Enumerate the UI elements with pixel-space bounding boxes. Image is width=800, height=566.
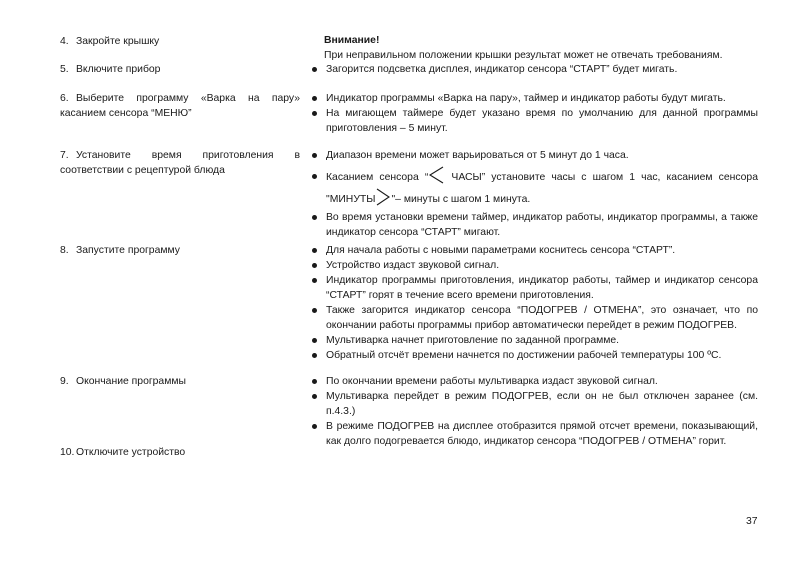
step-5-bullets: [312, 62, 758, 77]
bullet-text: Устройство издаст звуковой сигнал.: [326, 260, 500, 271]
bullet-dot: [312, 379, 317, 384]
bullet-text: По окончании времени работы мультиварка издаст звуковой сигнал.: [326, 376, 658, 387]
step-8: [60, 243, 300, 258]
bullet-dot: [312, 263, 317, 268]
bullet-dot: [312, 424, 317, 429]
bullet-text: Диапазон времени может варьироваться от 5 минут до 1 часа.: [326, 150, 629, 161]
step-number: 9.: [60, 376, 69, 387]
bullet-item: [312, 62, 758, 77]
bullet-item: [312, 419, 758, 449]
bullet-item: [312, 389, 758, 419]
bullet-item: [312, 91, 758, 106]
warning-text: При неправильном положении крышки результат может не отвечать требованиям.: [324, 50, 723, 61]
step-number: 7.: [60, 150, 69, 161]
bullet-text: На мигающем таймере будет указано время по умолчанию для данной программы приготовления – 5 минут.: [326, 108, 758, 134]
warning-block: [312, 33, 758, 63]
bullet-item: [312, 273, 758, 303]
step-text: Включите прибор: [76, 64, 161, 75]
bullet-dot: [312, 96, 317, 101]
step-9: [60, 374, 300, 389]
bullet-text: "– минуты с шагом 1 минута.: [391, 194, 531, 205]
bullet-text: В режиме ПОДОГРЕВ на дисплее отобразится прямой отсчет времени, показывающий, как долго подогревается блюдо, индикатор сенсора “ПОДОГРЕВ / ОТМЕНА” горит.: [326, 421, 758, 447]
step-10: [60, 445, 300, 460]
step-7-bullets: [312, 148, 758, 240]
bullet-dot: [312, 153, 317, 158]
bullet-item: [312, 333, 758, 348]
bullet-text: Во время установки времени таймер, индикатор работы, индикатор программы, а также индикатор сенсора “СТАРТ” мигают.: [326, 212, 758, 238]
step-6-bullets: [312, 91, 758, 136]
step-text: Установите время приготовления в соответствии с рецептурой блюда: [60, 150, 300, 176]
step-8-bullets: [312, 243, 758, 363]
step-text: Запустите программу: [76, 245, 180, 256]
step-text: Отключите устройство: [76, 447, 186, 458]
bullet-item: [312, 258, 758, 273]
bullet-dot: [312, 338, 317, 343]
step-number: 10.: [60, 447, 75, 458]
step-number: 5.: [60, 64, 69, 75]
step-text: Выберите программу «Варка на пару» касанием сенсора “МЕНЮ”: [60, 93, 300, 119]
bullet-item: [312, 106, 758, 136]
bullet-text: Обратный отсчёт времени начнется по достижении рабочей температуры 100 ºС.: [326, 350, 722, 361]
bullet-text: ЧАСЫ” установите часы с шагом 1 час, касанием сенсора: [445, 172, 758, 183]
bullet-text: Мультиварка перейдет в режим ПОДОГРЕВ, если он не был отключен заранее (см. п.4.3.): [326, 391, 758, 417]
bullet-dot: [312, 278, 317, 283]
bullet-item: [312, 348, 758, 363]
bullet-item: [312, 148, 758, 163]
bullet-item: [312, 243, 758, 258]
step-9-bullets: [312, 374, 758, 449]
bullet-item: [312, 210, 758, 240]
step-5: [60, 62, 300, 77]
bullet-dot: [312, 394, 317, 399]
bullet-dot: [312, 308, 317, 313]
bullet-dot: [312, 248, 317, 253]
bullet-dot: [312, 67, 317, 72]
triangle-left-icon: [428, 166, 445, 184]
bullet-text: Загорится подсветка дисплея, индикатор сенсора “СТАРТ” будет мигать.: [326, 64, 678, 75]
bullet-text: Индикатор программы «Варка на пару», таймер и индикатор работы будут мигать.: [326, 93, 726, 104]
page-number: 37: [746, 516, 758, 527]
bullet-text: Индикатор программы приготовления, индикатор работы, таймер и индикатор сенсора “СТАРТ” горят в течение всего времени приготовления.: [326, 275, 758, 301]
step-number: 6.: [60, 93, 69, 104]
bullet-dot: [312, 215, 317, 220]
bullet-dot: [312, 353, 317, 358]
step-6: [60, 91, 300, 121]
step-text: Закройте крышку: [76, 36, 160, 47]
bullet-item: [312, 166, 758, 210]
step-4: [60, 34, 300, 49]
triangle-right-icon: [375, 188, 391, 206]
bullet-text: Также загорится индикатор сенсора “ПОДОГРЕВ / ОТМЕНА”, это означает, что по окончании работы программы прибор автоматически перейдет в режим ПОДОГРЕВ.: [326, 305, 758, 331]
bullet-text: Мультиварка начнет приготовление по заданной программе.: [326, 335, 620, 346]
bullet-text: Касанием сенсора “: [326, 172, 429, 183]
step-number: 8.: [60, 245, 69, 256]
bullet-text: "МИНУТЫ: [326, 194, 376, 205]
step-text: Окончание программы: [76, 376, 186, 387]
step-7: [60, 148, 300, 178]
bullet-dot: [312, 174, 317, 179]
bullet-dot: [312, 111, 317, 116]
bullet-item: [312, 303, 758, 333]
bullet-text: Для начала работы с новыми параметрами коснитесь сенсора “СТАРТ”.: [326, 245, 676, 256]
step-number: 4.: [60, 36, 69, 47]
warning-title: Внимание!: [324, 35, 380, 46]
bullet-item: [312, 374, 758, 389]
